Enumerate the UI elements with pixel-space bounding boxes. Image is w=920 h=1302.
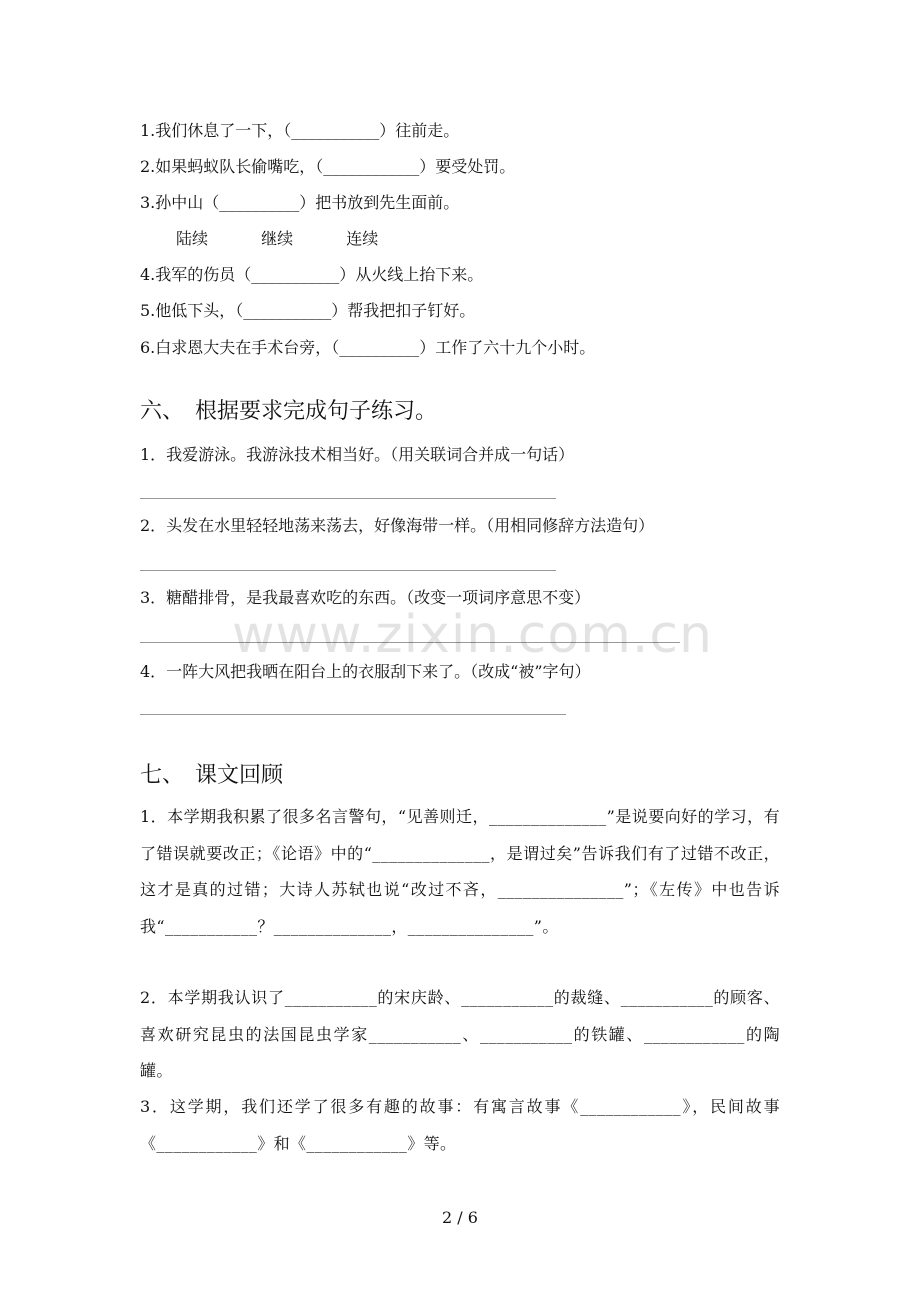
answer-line-2 [140,570,556,571]
fill-item-6: 6.白求恩大夫在手术台旁，（__________）工作了六十九个小时。 [140,338,596,357]
sentence-q2: 2．头发在水里轻轻地荡来荡去，好像海带一样。（用相同修辞方法造句） [140,516,655,535]
word-options [176,229,426,249]
fill-item-4: 4.我军的伤员（___________）从火线上抬下来。 [140,265,484,284]
page-number: 2 / 6 [442,1208,478,1227]
section-6-title: 六、 根据要求完成句子练习。 [140,399,438,424]
sentence-q4: 4．一阵大风把我晒在阳台上的衣服刮下来了。（改成“被”字句） [140,662,591,681]
fill-item-3: 3.孙中山（__________）把书放到先生面前。 [140,193,460,212]
sentence-q3: 3．糖醋排骨，是我最喜欢吃的东西。（改变一项词序意思不变） [140,588,591,607]
option-2: 继续 [261,229,294,248]
answer-line-1 [140,498,556,499]
fill-item-1: 1.我们休息了一下，（___________）往前走。 [140,121,460,140]
review-q3: 3．这学期，我们还学了很多有趣的故事：有寓言故事《____________》，民间故事《____________》和《____________》等。 [140,1097,780,1153]
sentence-q1: 1．我爱游泳。我游泳技术相当好。（用关联词合并成一句话） [140,445,575,464]
answer-line-4 [140,714,566,715]
review-q2: 2．本学期我认识了___________的宋庆龄、___________的裁缝、___________的顾客、喜欢研究昆虫的法国昆虫学家___________、___________的铁罐、____________的陶罐。 [140,988,780,1080]
option-3: 连续 [346,229,379,248]
fill-item-2: 2.如果蚂蚁队长偷嘴吃，（____________）要受处罚。 [140,157,516,176]
option-1: 陆续 [176,229,209,248]
fill-item-5: 5.他低下头，（___________）帮我把扣子钉好。 [140,301,476,320]
section-7-title: 七、 课文回顾 [140,763,284,788]
review-q1: 1．本学期我积累了很多名言警句，“见善则迁，______________”是说要向好的学习，有了错误就要改正；《论语》中的“______________，是谓过矣”告诉我们有了过错不改正，这才是真的过错；大诗人苏轼也说“改过不吝，_______________”；《左传》中也告诉我“___________？______________，_______________”。 [140,807,780,936]
watermark: www.zixin.com.cn [232,605,713,665]
